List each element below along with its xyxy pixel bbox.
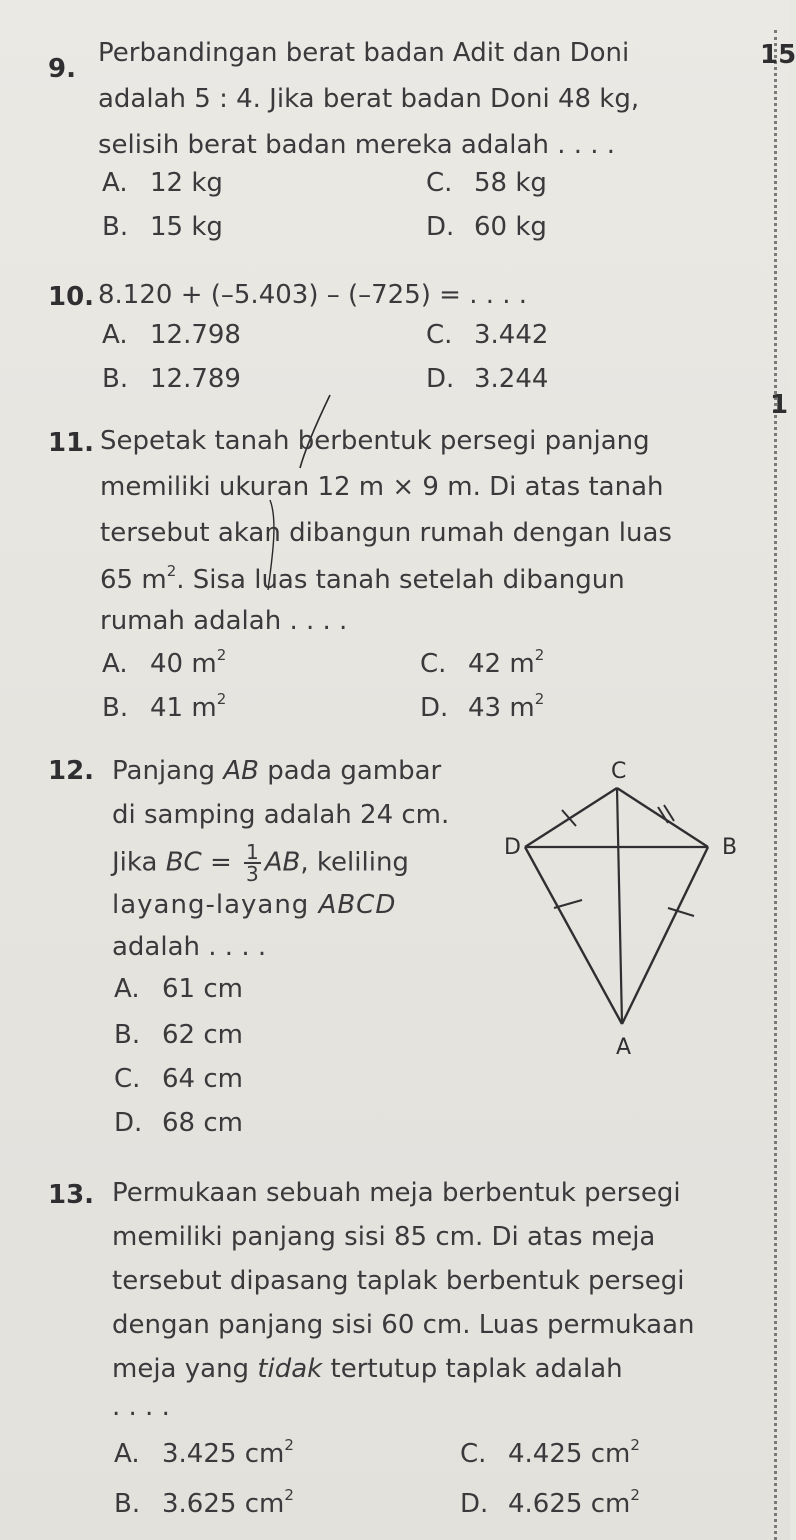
variable: BC — [165, 847, 202, 878]
question-text-line: . . . . — [112, 1392, 170, 1422]
text-segment: layang-layang — [112, 890, 319, 920]
question-number: 11. — [48, 428, 95, 458]
option-d[interactable] — [426, 212, 547, 242]
vertex-label-a: A — [616, 1035, 632, 1060]
question-text-line: selisih berat badan mereka adalah . . . . — [98, 130, 616, 160]
option-text: 40 m — [150, 649, 217, 679]
question-text-line: rumah adalah . . . . — [100, 606, 348, 636]
option-d[interactable] — [426, 364, 548, 394]
option-label: B. — [102, 212, 129, 242]
text-segment: , keliling — [300, 847, 409, 878]
option-label: C. — [426, 168, 453, 198]
exponent: 2 — [534, 646, 545, 664]
option-b[interactable] — [102, 364, 241, 394]
option-d[interactable] — [420, 690, 544, 723]
question-text-line: adalah 5 : 4. Jika berat badan Doni 48 kg, — [98, 84, 640, 114]
option-text: 62 cm — [162, 1020, 243, 1050]
question-text-line: Sepetak tanah berbentuk persegi panjang — [100, 426, 650, 456]
option-c[interactable] — [460, 1436, 640, 1469]
option-text: 15 kg — [150, 212, 223, 242]
question-number: 9. — [48, 54, 76, 84]
question-text-line — [100, 562, 625, 595]
question-text-line: dengan panjang sisi 60 cm. Luas permukaan — [112, 1310, 695, 1340]
option-text: 60 kg — [474, 212, 547, 242]
side-da — [525, 847, 622, 1024]
option-a[interactable] — [102, 320, 241, 350]
option-label: B. — [102, 364, 129, 394]
text-segment: . Sisa luas tanah setelah dibangun — [176, 565, 625, 595]
option-label: A. — [102, 168, 128, 198]
option-text: 3.625 cm — [162, 1489, 285, 1519]
exponent: 2 — [534, 690, 545, 708]
side-cb — [617, 788, 708, 847]
question-text-line — [112, 1354, 623, 1384]
text-segment: = — [201, 847, 241, 878]
option-label: D. — [420, 693, 449, 723]
text-segment: Jika — [112, 847, 166, 878]
option-c[interactable] — [426, 168, 547, 198]
exponent: 2 — [630, 1486, 640, 1504]
question-text-line: memiliki panjang sisi 85 cm. Di atas meja — [112, 1222, 656, 1252]
option-label: D. — [426, 364, 455, 394]
option-text: 12.789 — [150, 364, 241, 394]
variable: AB — [223, 756, 259, 786]
exponent: 2 — [166, 562, 177, 580]
exponent: 2 — [284, 1436, 294, 1454]
vertex-label-d: D — [504, 835, 521, 860]
question-expression: 8.120 + (–5.403) – (–725) = . . . . — [98, 280, 528, 310]
option-d[interactable] — [114, 1108, 243, 1138]
question-text-line: di samping adalah 24 cm. — [112, 800, 450, 830]
side-ba — [622, 847, 708, 1024]
option-text: 12 kg — [150, 168, 223, 198]
option-label: D. — [114, 1108, 143, 1138]
option-label: D. — [460, 1489, 489, 1519]
option-text: 42 m — [468, 649, 535, 679]
option-text: 3.244 — [474, 364, 549, 394]
option-d[interactable] — [460, 1486, 640, 1519]
emphasis: tidak — [257, 1354, 323, 1384]
question-number: 12. — [48, 756, 95, 786]
question-text-line — [112, 890, 396, 920]
exponent: 2 — [216, 690, 227, 708]
variable: AB — [264, 847, 301, 878]
text-segment: Panjang — [112, 756, 224, 786]
option-label: B. — [114, 1020, 141, 1050]
option-text: 41 m — [150, 693, 217, 723]
question-number: 13. — [48, 1180, 95, 1210]
variable: ABCD — [318, 890, 397, 920]
text-segment: meja yang — [112, 1354, 258, 1384]
diagonal-ca — [617, 788, 622, 1024]
exponent: 2 — [630, 1436, 640, 1454]
exponent: 2 — [216, 646, 227, 664]
text-segment: tertutup taplak adalah — [322, 1354, 623, 1384]
option-text: 4.625 cm — [508, 1489, 631, 1519]
option-text: 4.425 cm — [508, 1439, 631, 1469]
option-text: 43 m — [468, 693, 535, 723]
question-text-line: tersebut dipasang taplak berbentuk persegi — [112, 1266, 685, 1296]
option-label: C. — [460, 1439, 487, 1469]
question-text-line — [112, 756, 441, 786]
option-label: C. — [420, 649, 447, 679]
fraction — [244, 842, 261, 884]
question-text-line: tersebut akan dibangun rumah dengan luas — [100, 518, 672, 548]
option-c[interactable] — [426, 320, 548, 350]
question-number: 10. — [48, 282, 95, 312]
option-label: B. — [102, 693, 129, 723]
option-c[interactable] — [420, 646, 544, 679]
vertex-label-b: B — [722, 835, 738, 860]
option-b[interactable] — [114, 1486, 294, 1519]
tick-marks — [554, 805, 694, 916]
option-label: C. — [426, 320, 453, 350]
option-text: 68 cm — [162, 1108, 243, 1138]
option-label: B. — [114, 1489, 141, 1519]
text-segment: pada gambar — [258, 756, 442, 786]
option-a[interactable] — [102, 168, 223, 198]
option-text: 3.442 — [474, 320, 549, 350]
option-label: A. — [114, 1439, 140, 1469]
option-label: A. — [102, 649, 128, 679]
option-text: 61 cm — [162, 974, 243, 1004]
margin-number-middle: 1 — [770, 390, 789, 420]
option-c[interactable] — [114, 1064, 243, 1094]
option-text: 64 cm — [162, 1064, 243, 1094]
option-label: D. — [426, 212, 455, 242]
vertex-label-c: C — [611, 759, 627, 784]
kite-figure — [490, 750, 760, 1070]
fraction-denominator: 3 — [246, 862, 259, 886]
question-text-line: Perbandingan berat badan Adit dan Doni — [98, 38, 630, 68]
option-a[interactable] — [102, 646, 226, 679]
question-text-line: adalah . . . . — [112, 932, 267, 962]
margin-number-top: 15 — [760, 40, 796, 70]
area-value: 65 m — [100, 565, 167, 595]
option-a[interactable] — [114, 1436, 294, 1469]
side-cd — [525, 788, 617, 847]
option-b[interactable] — [102, 212, 223, 242]
question-text-line: memiliki ukuran 12 m × 9 m. Di atas tanah — [100, 472, 664, 502]
option-b[interactable] — [114, 1020, 243, 1050]
question-text-line: Permukaan sebuah meja berbentuk persegi — [112, 1178, 681, 1208]
option-text: 58 kg — [474, 168, 547, 198]
fraction-numerator: 1 — [246, 840, 259, 864]
exponent: 2 — [284, 1486, 294, 1504]
option-label: A. — [114, 974, 140, 1004]
option-a[interactable] — [114, 974, 243, 1004]
question-text-line — [112, 842, 409, 884]
option-text: 12.798 — [150, 320, 241, 350]
option-label: C. — [114, 1064, 141, 1094]
option-b[interactable] — [102, 690, 226, 723]
option-text: 3.425 cm — [162, 1439, 285, 1469]
option-label: A. — [102, 320, 128, 350]
